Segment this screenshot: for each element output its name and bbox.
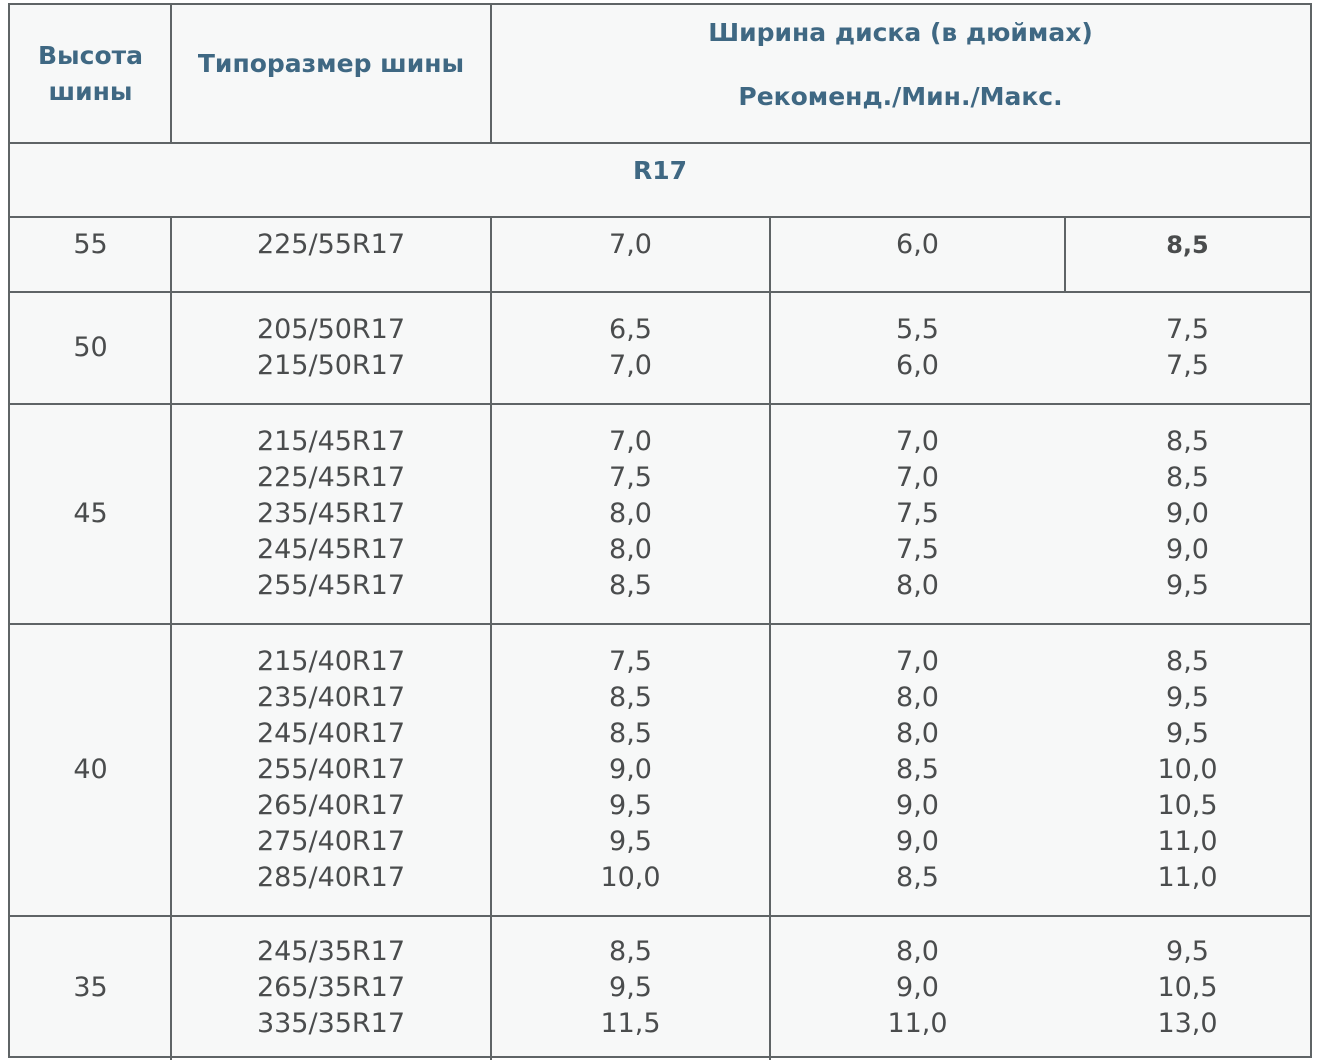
tire-height-value: 45 bbox=[73, 498, 108, 529]
max-width: 8,5 bbox=[1166, 426, 1209, 457]
section-row-r17 bbox=[10, 143, 1310, 217]
group-max-width-cell bbox=[1065, 292, 1310, 404]
column-header-size-label: Типоразмер шины bbox=[197, 49, 465, 78]
table-rule bbox=[170, 292, 172, 404]
min-width: 8,0 bbox=[896, 570, 939, 601]
recommended-width: 8,5 bbox=[609, 718, 652, 749]
group-max-width-cell bbox=[1065, 404, 1310, 624]
recommended-width: 7,5 bbox=[609, 646, 652, 677]
recommended-width: 9,5 bbox=[609, 972, 652, 1003]
table-rule bbox=[769, 404, 771, 624]
recommended-width: 7,0 bbox=[609, 426, 652, 457]
min-width: 11,0 bbox=[887, 1008, 948, 1039]
tire-size: 225/55R17 bbox=[256, 229, 406, 260]
min-width: 6,0 bbox=[896, 350, 939, 381]
min-width: 8,0 bbox=[896, 718, 939, 749]
tire-size: 255/45R17 bbox=[256, 570, 406, 601]
table-rule bbox=[769, 624, 771, 916]
group-max-width-cell bbox=[1065, 217, 1310, 292]
max-width: 9,5 bbox=[1166, 718, 1209, 749]
column-header-size bbox=[171, 5, 491, 123]
column-header-height-line: Высота bbox=[37, 41, 144, 70]
tire-height-value: 55 bbox=[73, 229, 108, 260]
rim-width-table bbox=[8, 3, 1312, 1058]
group-recommended-width-cell bbox=[491, 916, 770, 1060]
group-tire-size-cell bbox=[171, 916, 491, 1060]
max-width: 9,0 bbox=[1166, 534, 1209, 565]
group-recommended-width-cell bbox=[491, 624, 770, 916]
group-min-width-cell bbox=[770, 292, 1065, 404]
tire-size: 245/40R17 bbox=[256, 718, 406, 749]
max-width: 13,0 bbox=[1157, 1008, 1218, 1039]
group-recommended-width-cell bbox=[491, 404, 770, 624]
group-tire-size-cell bbox=[171, 404, 491, 624]
group-height-cell bbox=[10, 624, 171, 916]
column-header-height-line: шины bbox=[48, 77, 133, 106]
group-tire-size-cell bbox=[171, 217, 491, 292]
table-rule bbox=[490, 5, 492, 143]
tire-size: 235/40R17 bbox=[256, 682, 406, 713]
table-rule bbox=[170, 404, 172, 624]
recommended-width: 8,5 bbox=[609, 936, 652, 967]
tire-height-value: 40 bbox=[73, 754, 108, 785]
column-header-rim-width-label: Ширина диска (в дюймах) bbox=[708, 18, 1093, 47]
tire-height-value: 50 bbox=[73, 332, 108, 363]
table-rule bbox=[490, 624, 492, 916]
group-tire-size-cell bbox=[171, 624, 491, 916]
recommended-width: 8,5 bbox=[609, 682, 652, 713]
group-min-width-cell bbox=[770, 404, 1065, 624]
table-rule bbox=[170, 916, 172, 1060]
tire-size: 265/35R17 bbox=[256, 972, 406, 1003]
max-width: 9,0 bbox=[1166, 498, 1209, 529]
table-rule bbox=[490, 217, 492, 292]
max-width: 7,5 bbox=[1166, 314, 1209, 345]
tire-size: 225/45R17 bbox=[256, 462, 406, 493]
max-width: 8,5 bbox=[1166, 462, 1209, 493]
recommended-width: 6,5 bbox=[609, 314, 652, 345]
group-max-width-cell bbox=[1065, 916, 1310, 1060]
min-width: 7,0 bbox=[896, 462, 939, 493]
group-min-width-cell bbox=[770, 624, 1065, 916]
tire-size: 335/35R17 bbox=[256, 1008, 406, 1039]
max-width: 8,5 bbox=[1166, 231, 1209, 259]
table-rule bbox=[170, 5, 172, 143]
tire-size: 215/45R17 bbox=[256, 426, 406, 457]
table-rule bbox=[490, 404, 492, 624]
recommended-width: 9,5 bbox=[609, 790, 652, 821]
tire-size: 255/40R17 bbox=[256, 754, 406, 785]
max-width: 9,5 bbox=[1166, 936, 1209, 967]
min-width: 7,5 bbox=[896, 534, 939, 565]
max-width: 8,5 bbox=[1166, 646, 1209, 677]
group-height-cell bbox=[10, 292, 171, 404]
group-height-cell bbox=[10, 217, 171, 292]
max-width: 10,5 bbox=[1157, 972, 1218, 1003]
recommended-width: 8,0 bbox=[609, 534, 652, 565]
max-width: 10,5 bbox=[1157, 790, 1218, 821]
tire-size: 265/40R17 bbox=[256, 790, 406, 821]
max-width: 11,0 bbox=[1157, 862, 1218, 893]
recommended-width: 11,5 bbox=[600, 1008, 661, 1039]
group-height-cell bbox=[10, 916, 171, 1060]
min-width: 9,0 bbox=[896, 972, 939, 1003]
min-width: 6,0 bbox=[896, 229, 939, 260]
table-rule bbox=[769, 217, 771, 292]
recommended-width: 9,5 bbox=[609, 826, 652, 857]
recommended-width: 8,0 bbox=[609, 498, 652, 529]
min-width: 8,5 bbox=[896, 862, 939, 893]
recommended-width: 7,0 bbox=[609, 229, 652, 260]
table-rule bbox=[1064, 217, 1066, 292]
group-recommended-width-cell bbox=[491, 217, 770, 292]
tire-size: 245/45R17 bbox=[256, 534, 406, 565]
section-label: R17 bbox=[632, 156, 688, 185]
recommended-width: 8,5 bbox=[609, 570, 652, 601]
max-width: 10,0 bbox=[1157, 754, 1218, 785]
min-width: 7,0 bbox=[896, 646, 939, 677]
table-rule bbox=[769, 916, 771, 1060]
max-width: 7,5 bbox=[1166, 350, 1209, 381]
table-rule bbox=[769, 292, 771, 404]
recommended-width: 7,5 bbox=[609, 462, 652, 493]
tire-height-value: 35 bbox=[73, 972, 108, 1003]
tire-size: 205/50R17 bbox=[256, 314, 406, 345]
max-width: 9,5 bbox=[1166, 682, 1209, 713]
tire-size: 215/40R17 bbox=[256, 646, 406, 677]
min-width: 8,5 bbox=[896, 754, 939, 785]
tire-size: 215/50R17 bbox=[256, 350, 406, 381]
group-height-cell bbox=[10, 404, 171, 624]
table-rule bbox=[10, 142, 1310, 144]
tire-size: 275/40R17 bbox=[256, 826, 406, 857]
recommended-width: 9,0 bbox=[609, 754, 652, 785]
table-rule bbox=[170, 624, 172, 916]
column-header-rim-width bbox=[491, 5, 1310, 143]
table-rule bbox=[490, 916, 492, 1060]
column-header-rim-width-sub: Рекоменд./Мин./Макс. bbox=[738, 82, 1063, 111]
min-width: 7,0 bbox=[896, 426, 939, 457]
min-width: 9,0 bbox=[896, 790, 939, 821]
min-width: 5,5 bbox=[896, 314, 939, 345]
max-width: 11,0 bbox=[1157, 826, 1218, 857]
table-rule bbox=[170, 217, 172, 292]
group-max-width-cell bbox=[1065, 624, 1310, 916]
min-width: 8,0 bbox=[896, 682, 939, 713]
min-width: 7,5 bbox=[896, 498, 939, 529]
column-header-height bbox=[10, 5, 171, 143]
recommended-width: 7,0 bbox=[609, 350, 652, 381]
recommended-width: 10,0 bbox=[600, 862, 661, 893]
tire-size: 285/40R17 bbox=[256, 862, 406, 893]
max-width: 9,5 bbox=[1166, 570, 1209, 601]
min-width: 8,0 bbox=[896, 936, 939, 967]
group-recommended-width-cell bbox=[491, 292, 770, 404]
group-min-width-cell bbox=[770, 916, 1065, 1060]
tire-size: 235/45R17 bbox=[256, 498, 406, 529]
table-rule bbox=[490, 292, 492, 404]
group-min-width-cell bbox=[770, 217, 1065, 292]
group-tire-size-cell bbox=[171, 292, 491, 404]
tire-size: 245/35R17 bbox=[256, 936, 406, 967]
min-width: 9,0 bbox=[896, 826, 939, 857]
